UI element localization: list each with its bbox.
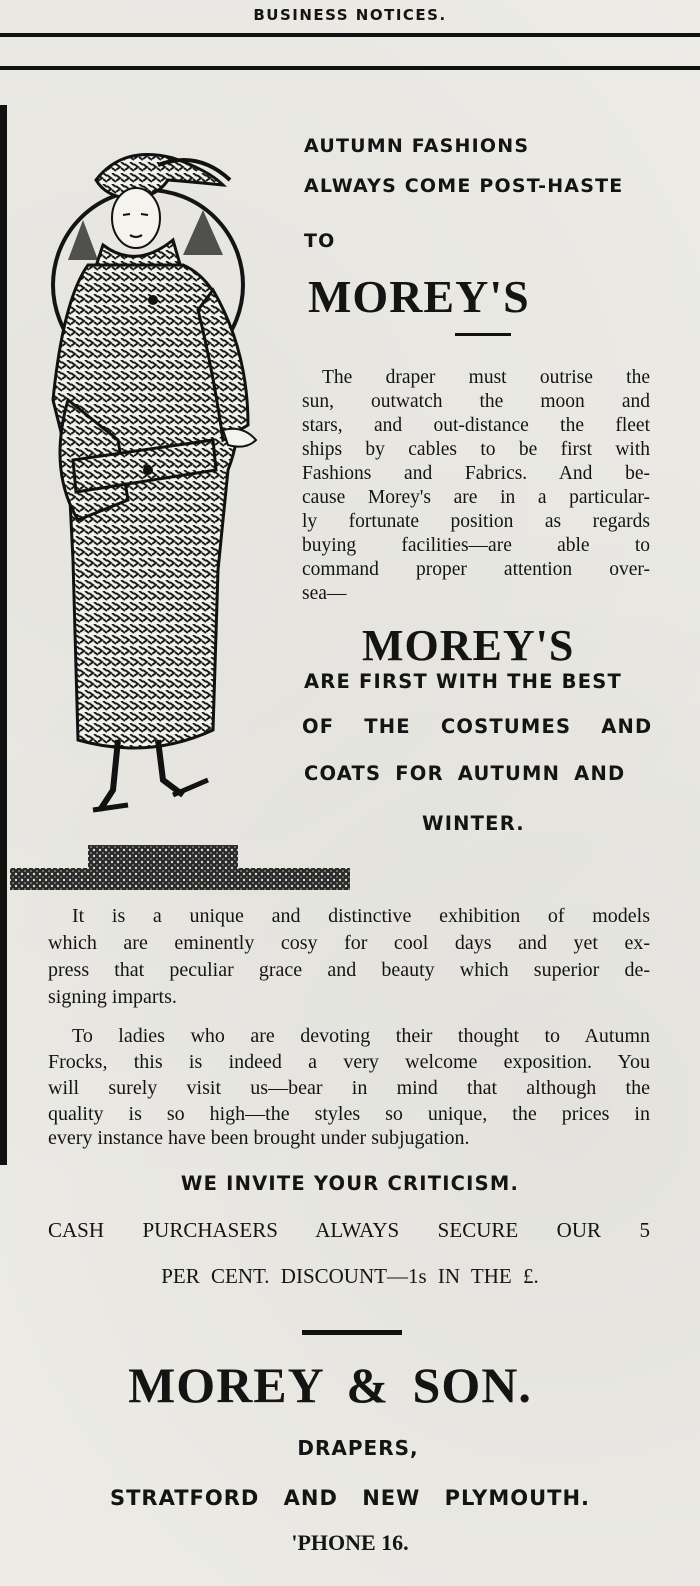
body-line: quality is so high—the styles so unique, the prices in xyxy=(48,1103,650,1125)
body-line: signing imparts. xyxy=(48,986,177,1008)
intro-line: ships by cables to be first with xyxy=(302,439,650,460)
header-rule-thick xyxy=(0,33,700,37)
intro-line: command proper attention over- xyxy=(302,559,650,580)
intro-line: cause Morey's are in a particular- xyxy=(302,487,650,508)
body-line: press that peculiar grace and beauty which superior de- xyxy=(48,959,650,981)
ornament-rule xyxy=(455,333,511,336)
header-rule-lower xyxy=(0,66,700,70)
headline-line: AUTUMN FASHIONS xyxy=(304,135,530,157)
phone-line: 'PHONE 16. xyxy=(291,1530,409,1555)
claim-line: OF THE COSTUMES AND xyxy=(302,715,653,738)
claim-line: WINTER. xyxy=(422,812,525,835)
intro-line: sun, outwatch the moon and xyxy=(302,391,650,412)
claim-line: ARE FIRST WITH THE BEST xyxy=(304,670,622,693)
store-name-heading: MOREY'S xyxy=(308,271,530,322)
intro-line: buying facilities—are able to xyxy=(302,535,650,556)
headline-line: ALWAYS COME POST-HASTE xyxy=(304,175,624,197)
body-line: will surely visit us—bear in mind that although the xyxy=(48,1077,650,1099)
cash-line: CASH PURCHASERS ALWAYS SECURE OUR 5 xyxy=(48,1218,650,1242)
intro-line: Fashions and Fabrics. And be- xyxy=(302,463,650,484)
body-line: Frocks, this is indeed a very welcome exposition. You xyxy=(48,1051,650,1073)
claim-line: COATS FOR AUTUMN AND xyxy=(304,762,626,785)
invite-line: WE INVITE YOUR CRITICISM. xyxy=(180,1172,520,1195)
firm-name: MOREY & SON. xyxy=(128,1357,532,1413)
body-line: every instance have been brought under subjugation. xyxy=(48,1127,470,1149)
section-title: BUSINESS NOTICES. xyxy=(253,6,447,24)
body-line: It is a unique and distinctive exhibition of models xyxy=(72,905,650,927)
intro-line: ly fortunate position as regards xyxy=(302,511,650,532)
advert-left-border xyxy=(0,105,7,1165)
body-line: which are eminently cosy for cool days and yet ex- xyxy=(48,932,650,954)
intro-line: The draper must outrise the xyxy=(322,367,650,388)
locations-line: STRATFORD AND NEW PLYMOUTH. xyxy=(109,1486,591,1510)
headline-line: TO xyxy=(304,230,336,252)
intro-line: stars, and out-distance the fleet xyxy=(302,415,650,436)
cash-line: PER CENT. DISCOUNT—1s IN THE £. xyxy=(161,1264,539,1288)
ornament-rule xyxy=(302,1330,402,1335)
intro-line: sea— xyxy=(302,583,347,604)
store-name-heading-2: MOREY'S xyxy=(362,621,575,670)
body-line: To ladies who are devoting their thought to Autumn xyxy=(72,1025,650,1047)
trade-label: DRAPERS, xyxy=(297,1436,419,1460)
